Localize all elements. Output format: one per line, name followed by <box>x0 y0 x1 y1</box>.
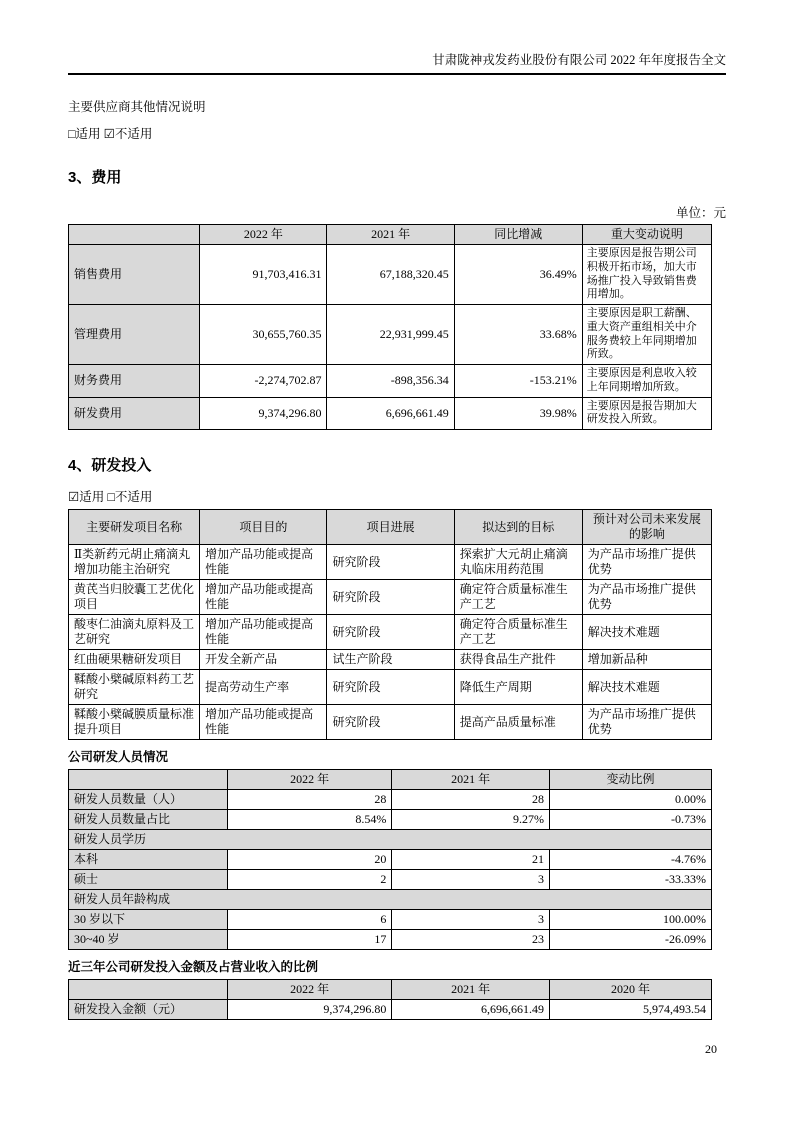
cell-2021: 23 <box>392 930 550 950</box>
col-header-empty <box>69 770 228 790</box>
col-header-2022: 2022 年 <box>227 980 392 1000</box>
cell-label: 研发人员数量占比 <box>69 810 228 830</box>
cell-goal: 获得食品生产批件 <box>454 650 582 670</box>
cell-progress: 研究阶段 <box>327 580 454 615</box>
personnel-title: 公司研发人员情况 <box>68 750 169 764</box>
table-row <box>69 1000 712 1020</box>
rd-applicability: ☑适用 □不适用 <box>68 490 153 504</box>
cell-2022: 28 <box>227 790 392 810</box>
cell-label: 本科 <box>69 850 228 870</box>
table-row <box>69 650 712 670</box>
report-header <box>68 0 726 75</box>
table-row <box>69 397 712 430</box>
col-header-2021: 2021 年 <box>392 980 550 1000</box>
cell-2022: -2,274,702.87 <box>200 365 327 398</box>
report-header-title: 甘肃陇神戎发药业股份有限公司 2022 年年度报告全文 <box>432 53 726 67</box>
expenses-table <box>68 224 712 430</box>
cell-purpose: 增加产品功能或提高性能 <box>200 615 327 650</box>
cell-impact: 解决技术难题 <box>582 670 711 705</box>
cell-progress: 研究阶段 <box>327 545 454 580</box>
col-header-2021: 2021 年 <box>392 770 550 790</box>
col-header-goal: 拟达到的目标 <box>454 510 582 545</box>
cell-change: 36.49% <box>454 245 582 305</box>
cell-change: 39.98% <box>454 397 582 430</box>
cell-impact: 为产品市场推广提供优势 <box>582 580 711 615</box>
table-row <box>69 930 712 950</box>
cell-2022: 20 <box>227 850 392 870</box>
cell-purpose: 增加产品功能或提高性能 <box>200 580 327 615</box>
cell-2021: 9.27% <box>392 810 550 830</box>
col-header-impact: 预计对公司未来发展的影响 <box>582 510 711 545</box>
section-row-age <box>69 890 712 910</box>
cell-impact: 为产品市场推广提供优势 <box>582 545 711 580</box>
cell-change: -33.33% <box>549 870 711 890</box>
expenses-header-row <box>69 225 712 245</box>
rd-investment-table <box>68 979 712 1020</box>
cell-change: 0.00% <box>549 790 711 810</box>
cell-change: -4.76% <box>549 850 711 870</box>
cell-purpose: 提高劳动生产率 <box>200 670 327 705</box>
cell-project-name: 红曲硬果糖研发项目 <box>69 650 200 670</box>
section-heading-rd: 4、研发投入 <box>68 457 152 474</box>
table-row <box>69 910 712 930</box>
cell-remark: 主要原因是报告期加大研发投入所致。 <box>582 397 711 430</box>
col-header-progress: 项目进展 <box>327 510 454 545</box>
cell-remark: 主要原因是职工薪酬、重大资产重组相关中介服务费较上年同期增加所致。 <box>582 305 711 365</box>
cell-project-name: 酸枣仁油滴丸原料及工艺研究 <box>69 615 200 650</box>
page-number: 20 <box>705 1042 717 1056</box>
cell-2022: 30,655,760.35 <box>200 305 327 365</box>
cell-impact: 解决技术难题 <box>582 615 711 650</box>
cell-section-label: 研发人员学历 <box>69 830 712 850</box>
col-header-project-name: 主要研发项目名称 <box>69 510 200 545</box>
section-row-education <box>69 830 712 850</box>
cell-goal: 降低生产周期 <box>454 670 582 705</box>
cell-label: 研发人员数量（人） <box>69 790 228 810</box>
table-row <box>69 810 712 830</box>
cell-label: 销售费用 <box>69 245 200 305</box>
section-heading-expenses: 3、费用 <box>68 169 122 186</box>
col-header-remark: 重大变动说明 <box>582 225 711 245</box>
col-header-empty <box>69 225 200 245</box>
cell-change: -0.73% <box>549 810 711 830</box>
cell-label: 管理费用 <box>69 305 200 365</box>
cell-2020: 5,974,493.54 <box>549 1000 711 1020</box>
investment-header-row <box>69 980 712 1000</box>
cell-label: 硕士 <box>69 870 228 890</box>
col-header-2022: 2022 年 <box>200 225 327 245</box>
col-header-empty <box>69 980 228 1000</box>
table-row <box>69 365 712 398</box>
cell-2022: 9,374,296.80 <box>227 1000 392 1020</box>
cell-2021: -898,356.34 <box>327 365 454 398</box>
projects-header-row <box>69 510 712 545</box>
personnel-header-row <box>69 770 712 790</box>
cell-project-name: 黄芪当归胶囊工艺优化项目 <box>69 580 200 615</box>
cell-2021: 6,696,661.49 <box>327 397 454 430</box>
cell-2021: 6,696,661.49 <box>392 1000 550 1020</box>
cell-impact: 为产品市场推广提供优势 <box>582 705 711 740</box>
cell-2021: 3 <box>392 870 550 890</box>
cell-project-name: 鞣酸小檗碱原料药工艺研究 <box>69 670 200 705</box>
table-row <box>69 615 712 650</box>
col-header-purpose: 项目目的 <box>200 510 327 545</box>
col-header-change: 同比增减 <box>454 225 582 245</box>
cell-2022: 17 <box>227 930 392 950</box>
cell-label: 财务费用 <box>69 365 200 398</box>
rd-projects-table <box>68 509 712 740</box>
unit-label: 单位：元 <box>675 206 726 220</box>
cell-label: 30 岁以下 <box>69 910 228 930</box>
table-row <box>69 545 712 580</box>
cell-2022: 6 <box>227 910 392 930</box>
cell-progress: 试生产阶段 <box>327 650 454 670</box>
cell-change: 33.68% <box>454 305 582 365</box>
cell-change: 100.00% <box>549 910 711 930</box>
cell-purpose: 增加产品功能或提高性能 <box>200 545 327 580</box>
cell-2021: 3 <box>392 910 550 930</box>
cell-remark: 主要原因是利息收入较上年同期增加所致。 <box>582 365 711 398</box>
cell-impact: 增加新品种 <box>582 650 711 670</box>
cell-progress: 研究阶段 <box>327 615 454 650</box>
table-row <box>69 705 712 740</box>
table-row <box>69 850 712 870</box>
cell-project-name: 鞣酸小檗碱膜质量标准提升项目 <box>69 705 200 740</box>
cell-change: -153.21% <box>454 365 582 398</box>
table-row <box>69 790 712 810</box>
col-header-2022: 2022 年 <box>227 770 392 790</box>
page-content <box>68 0 726 1020</box>
cell-2022: 2 <box>227 870 392 890</box>
supplier-applicability: □适用 ☑不适用 <box>68 127 153 141</box>
cell-label: 研发投入金额（元） <box>69 1000 228 1020</box>
cell-2022: 8.54% <box>227 810 392 830</box>
cell-2021: 22,931,999.45 <box>327 305 454 365</box>
col-header-2020: 2020 年 <box>549 980 711 1000</box>
table-row <box>69 305 712 365</box>
col-header-change: 变动比例 <box>549 770 711 790</box>
rd-personnel-table <box>68 769 712 950</box>
cell-goal: 确定符合质量标准生产工艺 <box>454 580 582 615</box>
cell-progress: 研究阶段 <box>327 670 454 705</box>
cell-progress: 研究阶段 <box>327 705 454 740</box>
table-row <box>69 245 712 305</box>
table-row <box>69 580 712 615</box>
cell-2021: 21 <box>392 850 550 870</box>
investment-title: 近三年公司研发投入金额及占营业收入的比例 <box>68 960 319 974</box>
cell-change: -26.09% <box>549 930 711 950</box>
cell-goal: 确定符合质量标准生产工艺 <box>454 615 582 650</box>
cell-project-name: Ⅱ类新药元胡止痛滴丸增加功能主治研究 <box>69 545 200 580</box>
cell-section-label: 研发人员年龄构成 <box>69 890 712 910</box>
cell-goal: 提高产品质量标准 <box>454 705 582 740</box>
table-row <box>69 670 712 705</box>
cell-purpose: 增加产品功能或提高性能 <box>200 705 327 740</box>
cell-2022: 91,703,416.31 <box>200 245 327 305</box>
cell-label: 研发费用 <box>69 397 200 430</box>
cell-2021: 67,188,320.45 <box>327 245 454 305</box>
cell-2021: 28 <box>392 790 550 810</box>
col-header-2021: 2021 年 <box>327 225 454 245</box>
cell-label: 30~40 岁 <box>69 930 228 950</box>
cell-purpose: 开发全新产品 <box>200 650 327 670</box>
cell-goal: 探索扩大元胡止痛滴丸临床用药范围 <box>454 545 582 580</box>
cell-remark: 主要原因是报告期公司积极开拓市场，加大市场推广投入导致销售费用增加。 <box>582 245 711 305</box>
cell-2022: 9,374,296.80 <box>200 397 327 430</box>
supplier-note-label: 主要供应商其他情况说明 <box>68 100 206 114</box>
table-row <box>69 870 712 890</box>
